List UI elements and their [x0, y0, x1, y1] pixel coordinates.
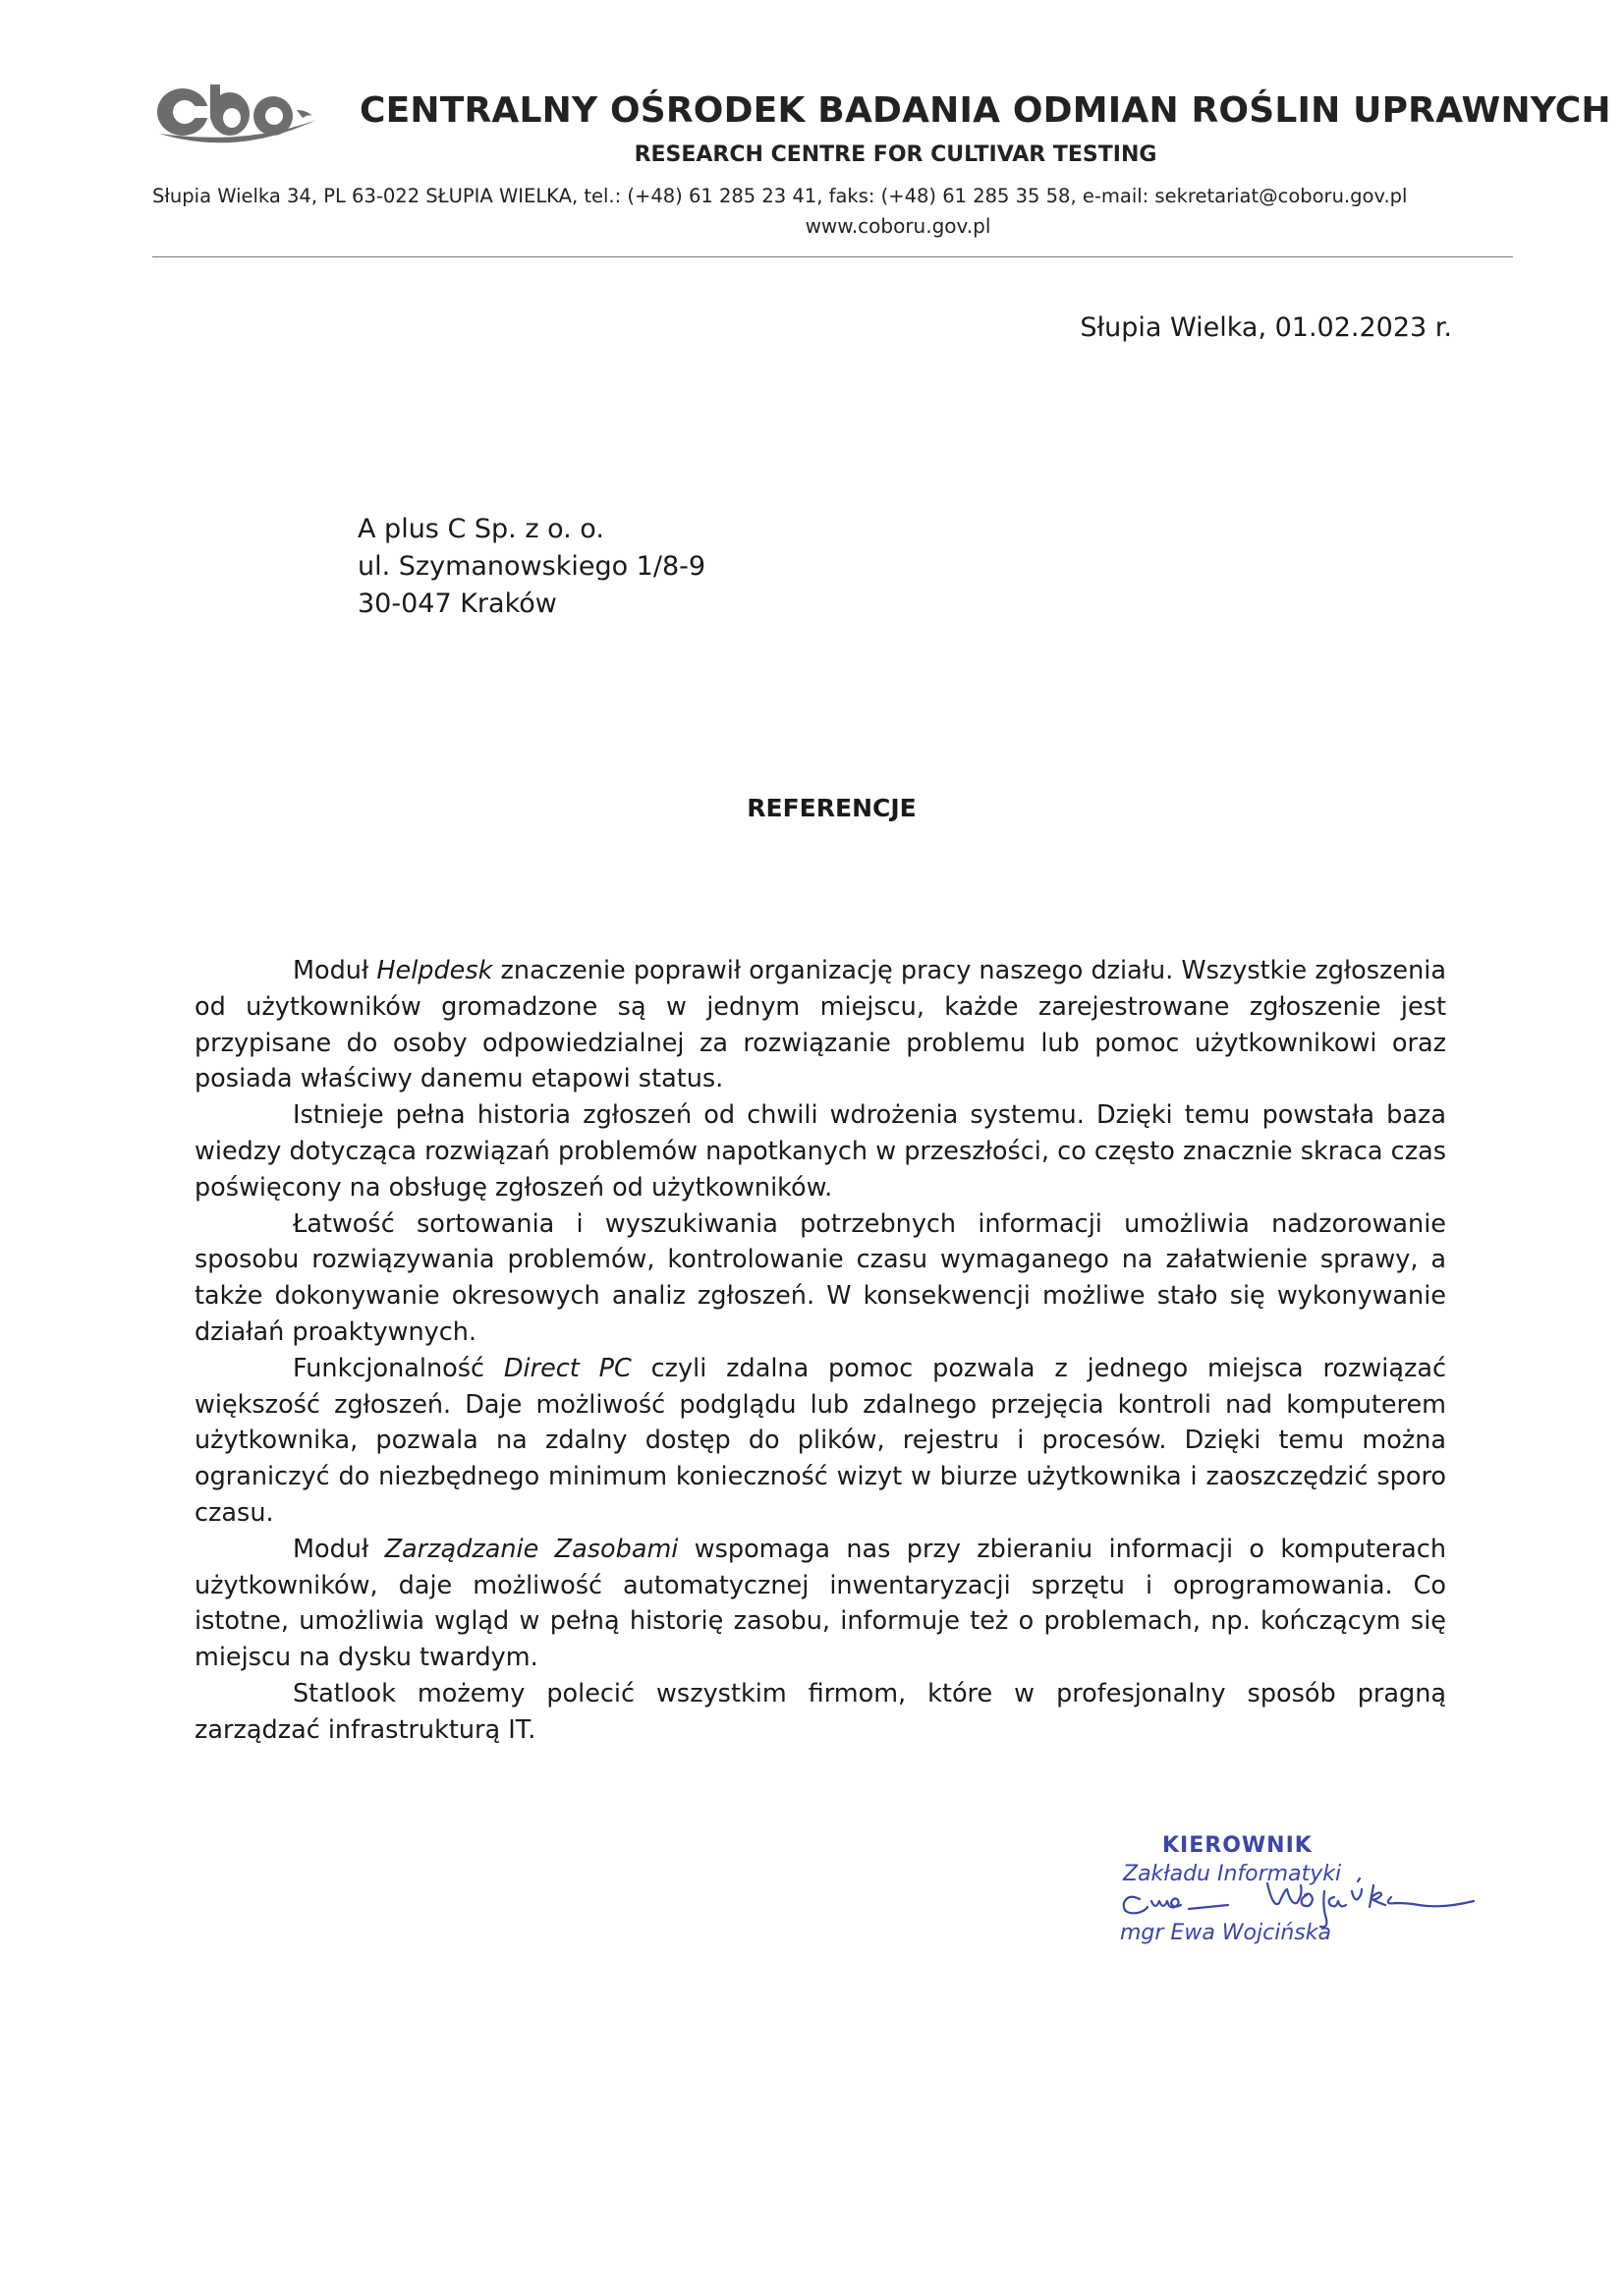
paragraph-text: znaczenie poprawił organizację pracy naszego działu. Wszystkie zgłoszenia od użytkowników gromadzone są w jednym miejscu, każde zarejestrowane zgłoszenie jest przypisane do osoby odpowiedzialnej za rozwiązanie problemu lub pomoc użytkownikowi oraz posiada właściwy danemu etapowi status. — [195, 956, 1446, 1094]
paragraph-emphasis: Helpdesk — [376, 956, 493, 985]
header-divider — [152, 256, 1513, 257]
signature-stamp-name: mgr Ewa Wojcińska — [1120, 1921, 1331, 1945]
paragraph-text: wspomaga nas przy zbieraniu informacji o komputerach użytkowników, daje możliwość automatycznej inwentaryzacji sprzętu i oprogramowania. Co istotne, umożliwia wgląd w pełną historię zasobu, informuje też o problemach, np. kończącym się miejscu na dysku twardym. — [195, 1534, 1446, 1673]
paragraph — [195, 1206, 1446, 1351]
signature-stamp-title: KIEROWNIK — [1162, 1833, 1313, 1858]
recipient-company: A plus C Sp. z o. o. — [358, 514, 604, 544]
paragraph-text: czyli zdalna pomoc pozwala z jednego miejsca rozwiązać większość zgłoszeń. Daje możliwość podglądu lub zdalnego przejęcia kontroli nad komputerem użytkownika, pozwala na zdalny dostęp do plików, rejestru i procesów. Dzięki temu można ograniczyć do niezbędnego minimum konieczność wizyt w biurze użytkownika i zaoszczędzić sporo czasu. — [195, 1353, 1446, 1528]
recipient-address — [358, 511, 705, 623]
signature-stamp-department: Zakładu Informatyki — [1123, 1862, 1342, 1886]
organization-subtitle: RESEARCH CENTRE FOR CULTIVAR TESTING — [634, 142, 1157, 167]
handwritten-signature — [1100, 1862, 1484, 1950]
date-line: Słupia Wielka, 01.02.2023 r. — [1080, 312, 1452, 343]
paragraph-text: Moduł — [293, 956, 377, 985]
recipient-city: 30-047 Kraków — [358, 588, 557, 619]
paragraph-emphasis: Direct PC — [503, 1353, 632, 1383]
paragraph-emphasis: Zarządzanie Zasobami — [384, 1534, 679, 1564]
organization-website: www.coboru.gov.pl — [805, 214, 991, 238]
document-title: REFERENCJE — [747, 794, 917, 822]
paragraph-text: Statlook możemy polecić wszystkim firmom, które w profesjonalny sposób pragną zarządzać infrastrukturą IT. — [195, 1678, 1446, 1745]
paragraph-text: Moduł — [293, 1534, 385, 1564]
paragraph — [195, 1097, 1446, 1205]
paragraph — [195, 953, 1446, 1097]
organization-contact: Słupia Wielka 34, PL 63-022 SŁUPIA WIELKA, tel.: (+48) 61 285 23 41, faks: (+48) 61 285 35 58, e-mail: sekretariat@coboru.gov.pl — [152, 185, 1408, 207]
paragraph — [195, 1676, 1446, 1749]
letter-body — [195, 953, 1446, 1749]
paragraph — [195, 1532, 1446, 1676]
paragraph-text: Łatwość sortowania i wyszukiwania potrzebnych informacji umożliwia nadzorowanie sposobu rozwiązywania problemów, kontrolowanie czasu wymaganego na załatwienie sprawy, a także dokonywanie okresowych analiz zgłoszeń. W konsekwencji możliwe stało się wykonywanie działań proaktywnych. — [195, 1208, 1446, 1347]
recipient-street: ul. Szymanowskiego 1/8-9 — [358, 551, 706, 582]
paragraph — [195, 1351, 1446, 1532]
paragraph-text: Funkcjonalność — [293, 1353, 504, 1383]
paragraph-text: Istnieje pełna historia zgłoszeń od chwili wdrożenia systemu. Dzięki temu powstała baza wiedzy dotycząca rozwiązań problemów napotkanych w przeszłości, co często znacznie skraca czas poświęcony na obsługę zgłoszeń od użytkowników. — [195, 1100, 1446, 1203]
organization-name: CENTRALNY OŚRODEK BADANIA ODMIAN ROŚLIN UPRAWNYCH — [360, 90, 1611, 131]
